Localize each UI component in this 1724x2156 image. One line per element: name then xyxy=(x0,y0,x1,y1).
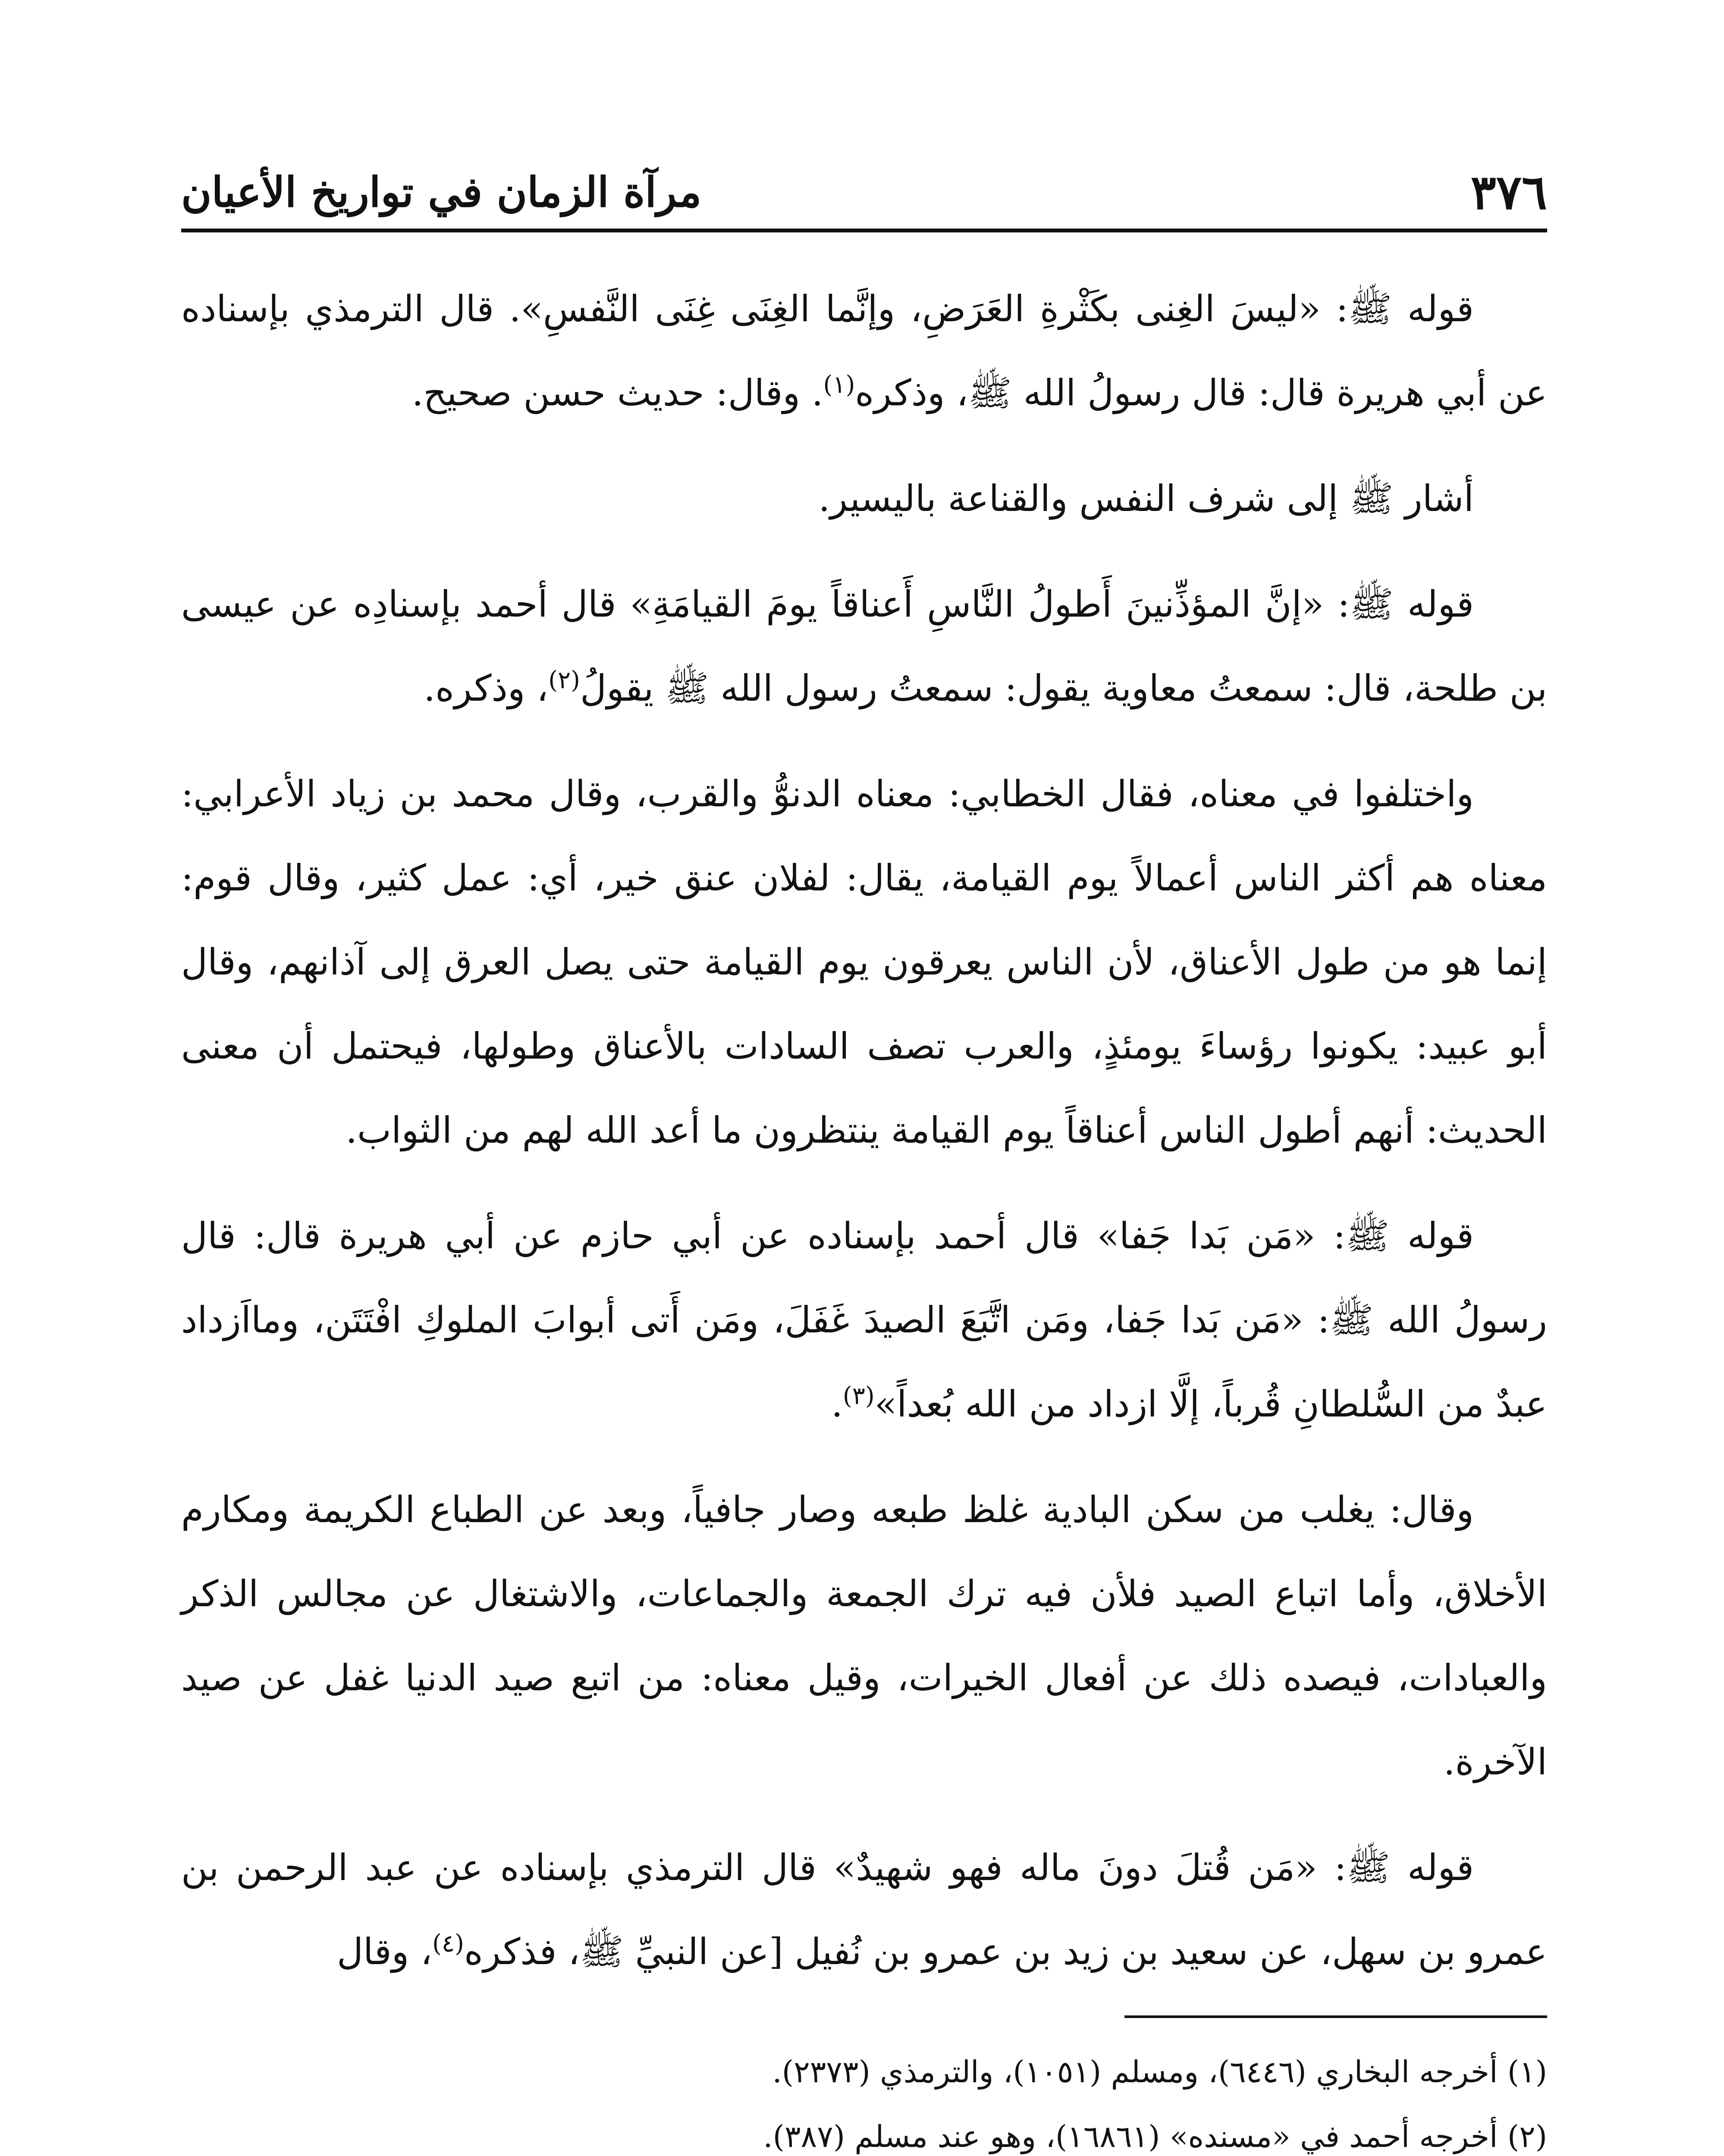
footnote-ref: (٤) xyxy=(432,1930,464,1958)
paragraph-text: قوله ﷺ: «ليسَ الغِنى بكَثْرةِ العَرَضِ، وإنَّما الغِنَى غِنَى النَّفسِ». قال الترمذي بإسناده عن أبي هريرة قال: قال رسولُ الله ﷺ، وذكره xyxy=(181,288,1547,414)
footnote: (٢) أخرجه أحمد في «مسنده» (١٦٨٦١)، وهو عند مسلم (٣٨٧). xyxy=(763,2119,1547,2154)
main-text xyxy=(181,267,1547,2156)
footnote-ref: (١) xyxy=(823,371,855,399)
paragraph xyxy=(181,1826,1547,1994)
paragraph-text: . وقال: حديث حسن صحيح. xyxy=(411,372,823,414)
footnote-ref: (٢) xyxy=(548,666,581,694)
paragraph-text: قوله ﷺ: «إنَّ المؤذِّنينَ أَطولُ النَّاسِ أَعناقاً يومَ القيامَةِ» قال أحمد بإسنادِه عن عيسى بن طلحة، قال: سمعتُ معاوية يقول: سمعتُ رسول الله ﷺ يقولُ xyxy=(181,583,1547,709)
paragraph-text: ، وذكره. xyxy=(424,667,549,709)
footnote-ref: (٣) xyxy=(842,1382,875,1410)
footnotes xyxy=(181,2040,1547,2156)
paragraph xyxy=(181,457,1547,541)
paragraph xyxy=(181,267,1547,435)
paragraph xyxy=(181,562,1547,730)
page-header xyxy=(181,129,1547,232)
page-number: ٣٧٦ xyxy=(1470,164,1547,220)
paragraph xyxy=(181,1194,1547,1446)
paragraph-text: أشار ﷺ إلى شرف النفس والقناعة باليسير. xyxy=(818,477,1474,520)
paragraph-text: واختلفوا في معناه، فقال الخطابي: معناه الدنوُّ والقرب، وقال محمد بن زياد الأعرابي: معناه هم أكثر الناس أعمالاً يوم القيامة، يقال: لفلان عنق خير، أي: عمل كثير، وقال قوم: إنما هو من طول الأعناق، لأن الناس يعرقون يوم القيامة حتى يصل العرق إلى آذانهم، وقال أبو عبيد: يكونوا رؤساءَ يومئذٍ، والعرب تصف السادات بالأعناق وطولها، فيحتمل أن معنى الحديث: أنهم أطول الناس أعناقاً يوم القيامة ينتظرون ما أعد الله لهم من الثواب. xyxy=(181,773,1547,1151)
paragraph-text: قوله ﷺ: «مَن قُتلَ دونَ ماله فهو شهيدٌ» قال الترمذي بإسناده عن عبد الرحمن بن عمرو بن سهل، عن سعيد بن زيد بن عمرو بن نُفيل [عن النبيِّ ﷺ، فذكره xyxy=(181,1846,1547,1973)
paragraph-text: ، وقال xyxy=(336,1930,433,1973)
footnote-divider xyxy=(1124,2015,1547,2018)
footnote: (١) أخرجه البخاري (٦٤٤٦)، ومسلم (١٠٥١)، والترمذي (٢٣٧٣). xyxy=(772,2054,1547,2090)
running-title: مرآة الزمان في تواريخ الأعيان xyxy=(181,168,702,216)
paragraph-text: قوله ﷺ: «مَن بَدا جَفا» قال أحمد بإسناده عن أبي حازم عن أبي هريرة قال: قال رسولُ الله ﷺ: «مَن بَدا جَفا، ومَن اتَّبَعَ الصيدَ غَفَلَ، ومَن أَتى أبوابَ الملوكِ افْتَتَن، ومااَزداد عبدٌ من السُّلطانِ قُرباً، إلَّا ازداد من الله بُعداً» xyxy=(181,1215,1547,1425)
paragraph xyxy=(181,752,1547,1172)
paragraph-text: وقال: يغلب من سكن البادية غلظ طبعه وصار جافياً، وبعد عن الطباع الكريمة ومكارم الأخلاق، وأما اتباع الصيد فلأن فيه ترك الجمعة والجماعات، والاشتغال عن مجالس الذكر والعبادات، فيصده ذلك عن أفعال الخيرات، وقيل معناه: من اتبع صيد الدنيا غفل عن صيد الآخرة. xyxy=(181,1489,1547,1783)
paragraph xyxy=(181,1468,1547,1804)
paragraph-text: . xyxy=(831,1383,843,1425)
